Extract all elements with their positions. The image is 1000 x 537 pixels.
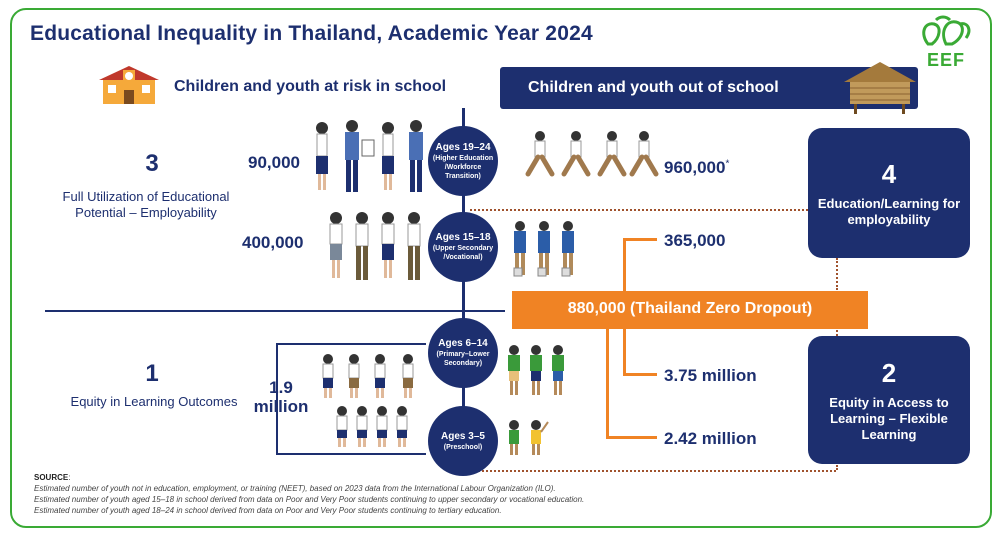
goal-3-label: Full Utilization of Educational Potential – Employability [62,189,230,220]
source-heading: SOURCE [34,473,69,482]
school-icon [95,64,163,106]
dotted-connector-top [470,209,808,211]
out-of-school-3-5-count: 2.42 million [664,429,757,448]
age-sublabel: (Primary–Lower Secondary) [436,351,490,367]
child-icon [504,342,568,398]
goal-1-number: 1 [145,360,159,387]
orange-line-365k-vertical [623,238,626,292]
orange-line-365k-horizontal [623,238,657,241]
age-sublabel: (Higher Education /Workforce Transition) [432,154,494,180]
goal-2-label: Equity in Access to Learning – Flexible Learning [829,394,949,442]
age-sublabel: (Upper Secondary /Vocational) [432,245,494,261]
goal-2-box [808,336,970,464]
horizontal-divider [45,310,505,312]
dotted-connector-vertical-top [836,258,838,290]
source-line: Estimated number of youth aged 18–24 in school derived from data on Poor and Very Poor students continuing to tertiary education. [34,506,502,515]
age-circle-19-24 [428,126,498,196]
goal-2-number: 2 [881,357,897,388]
child-icon [318,352,422,400]
student-figure-icon [312,118,432,196]
goal-3-number: 3 [145,150,159,177]
orange-line-375m-horizontal [623,373,657,376]
eef-logo-icon [916,14,976,70]
hut-icon [842,60,918,114]
age-circle-3-5 [428,406,498,476]
goal-1-label: Equity in Learning Outcomes [70,394,238,409]
out-of-school-19-24-value: 960,000 [664,158,726,177]
source-heading-row: SOURCE: [34,473,71,482]
source-line: Estimated number of youth not in education, employment, or training (NEET), based on 2023 data from the International Labour Organization (ILO). [34,484,556,493]
zero-dropout-label: 880,000 (Thailand Zero Dropout) [567,300,813,317]
goal-4-box [808,128,970,258]
running-youth-icon [516,128,662,190]
out-of-school-19-24-count [664,158,729,178]
age-circle-6-14 [428,318,498,388]
page-title: Educational Inequality in Thailand, Academic Year 2024 [30,22,593,45]
in-school-19-24-count: 90,000 [248,153,300,172]
age-label: Ages 15–18 [435,232,491,243]
source-notes [34,472,584,516]
age-label: Ages 6–14 [438,338,488,349]
child-icon [332,404,422,448]
header-out-of-school: Children and youth out of school [528,79,779,96]
out-of-school-6-14-count: 3.75 million [664,366,757,385]
age-label: Ages 3–5 [441,430,485,442]
worker-icon [510,218,582,282]
out-of-school-15-18-count: 365,000 [664,231,726,250]
student-figure-icon [326,208,430,286]
goal-4-number: 4 [881,158,897,189]
child-icon [504,418,552,458]
in-school-15-18-count: 400,000 [242,233,304,252]
orange-line-242m-vertical [606,329,609,439]
orange-line-375m-vertical [623,329,626,375]
header-at-risk-in-school: Children and youth at risk in school [174,78,447,95]
source-line: Estimated number of youth aged 15–18 in school derived from data on Poor and Very Poor students continuing to upper secondary or vocational education. [34,495,585,504]
age-label: Ages 19–24 [435,141,491,153]
age-circle-15-18 [428,212,498,282]
footnote-mark: * [725,158,730,170]
age-sublabel: (Preschool) [443,443,483,451]
orange-line-242m-horizontal [606,436,657,439]
in-school-3-14-count: 1.9 million [253,378,309,416]
logo-text: EEF [926,50,965,70]
goal-4-label: Education/Learning for employability [817,195,961,227]
